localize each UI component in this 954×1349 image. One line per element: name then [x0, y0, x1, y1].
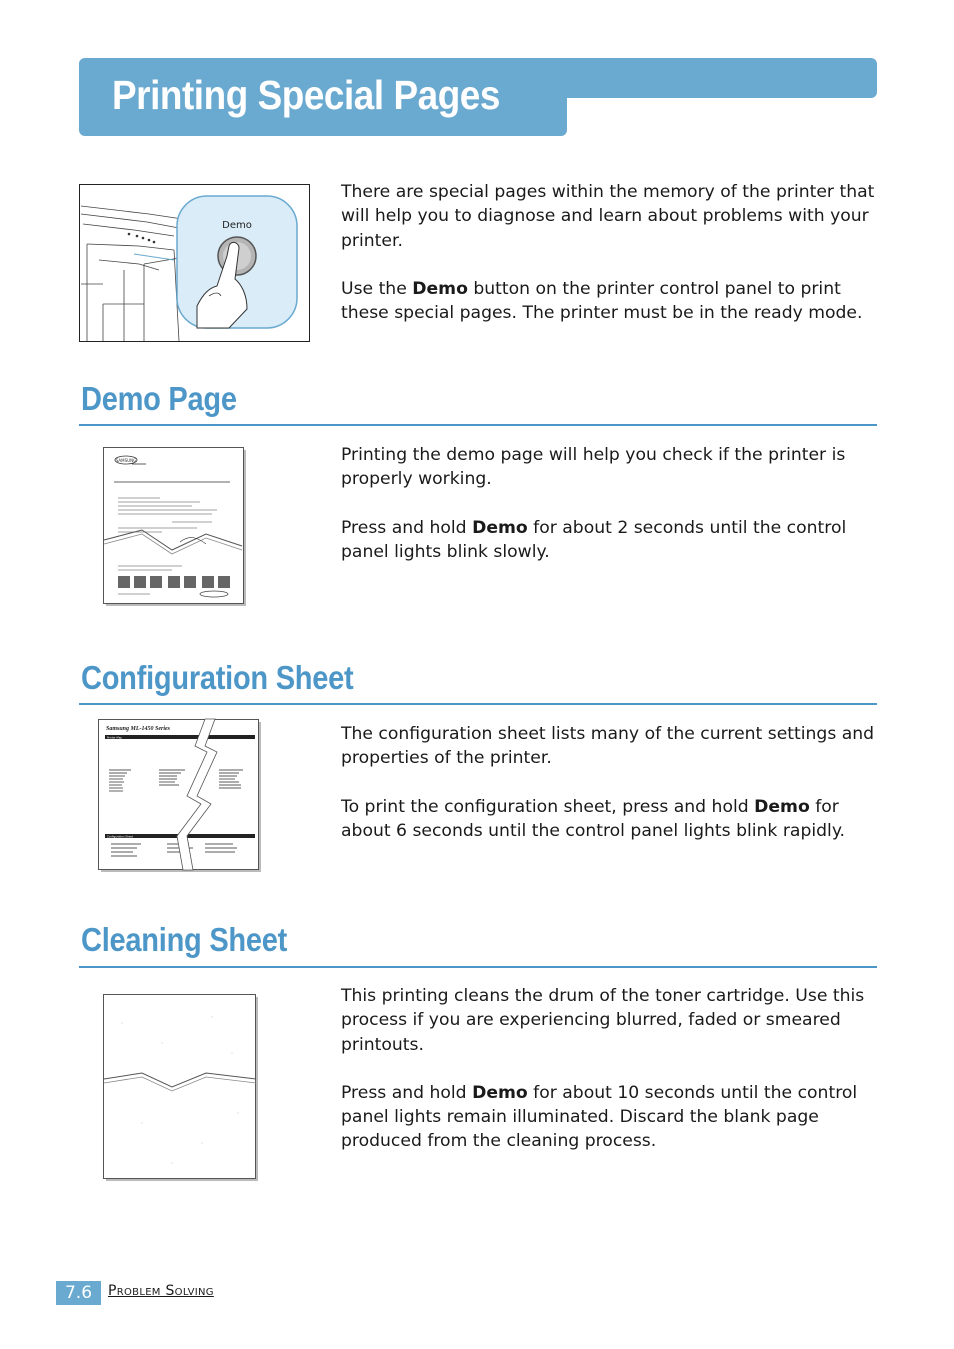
demo-page-heading: Demo Page: [81, 380, 237, 417]
demo-page-rule: [79, 424, 877, 426]
demo-page-sheet-illustration: [102, 446, 248, 608]
cleaning-sheet-text: [341, 984, 881, 1154]
configuration-sheet-rule: [79, 703, 877, 705]
chapter-title: Problem Solving: [108, 1283, 214, 1299]
cleaning-sheet-para2: Press and hold Demo for about 10 seconds until the control panel lights remain illuminated. Discard the blank page produced from the cleaning process.: [341, 1082, 858, 1152]
samsung-logo: SAMSUNG: [115, 458, 137, 463]
intro-para2: Use the Demo button on the printer control panel to print these special pages. The printer must be in the ready mode.: [341, 278, 863, 324]
configuration-sheet-para1: The configuration sheet lists many of the current settings and properties of the printer.: [341, 724, 875, 769]
demo-button-label: Demo: [222, 220, 252, 231]
cleaning-sheet-para1: This printing cleans the drum of the toner cartridge. Use this process if you are experiencing blurred, faded or smeared printouts.: [341, 986, 865, 1055]
config-sheet-bar1: Printer Map: [107, 736, 122, 740]
configuration-sheet-heading: Configuration Sheet: [81, 659, 354, 696]
cleaning-sheet-rule: [79, 966, 877, 968]
demo-keyword: Demo: [412, 278, 468, 299]
page-number: 7.6: [56, 1281, 101, 1305]
intro-text: [341, 180, 881, 325]
page-title: Printing Special Pages: [112, 72, 500, 118]
demo-keyword: Demo: [472, 517, 528, 538]
configuration-sheet-illustration: [97, 718, 263, 874]
config-sheet-bar2: Configuration Sheet: [107, 835, 133, 839]
config-sheet-title: Samsung ML-1450 Series: [106, 726, 171, 732]
demo-page-text: [341, 443, 881, 564]
demo-keyword: Demo: [754, 796, 810, 817]
cleaning-sheet-illustration: [102, 993, 260, 1183]
printer-demo-illustration: [79, 184, 310, 342]
demo-page-para1: Printing the demo page will help you check if the printer is properly working.: [341, 445, 846, 490]
intro-para1: There are special pages within the memory of the printer that will help you to diagnose and learn about problems with your printer.: [341, 182, 875, 251]
configuration-sheet-text: [341, 722, 881, 843]
demo-page-para2: Press and hold Demo for about 2 seconds until the control panel lights blink slowly.: [341, 517, 847, 562]
cleaning-sheet-heading: Cleaning Sheet: [81, 921, 288, 958]
demo-keyword: Demo: [472, 1082, 528, 1103]
configuration-sheet-para2: To print the configuration sheet, press and hold Demo for about 6 seconds until the control panel lights blink rapidly.: [341, 796, 845, 841]
